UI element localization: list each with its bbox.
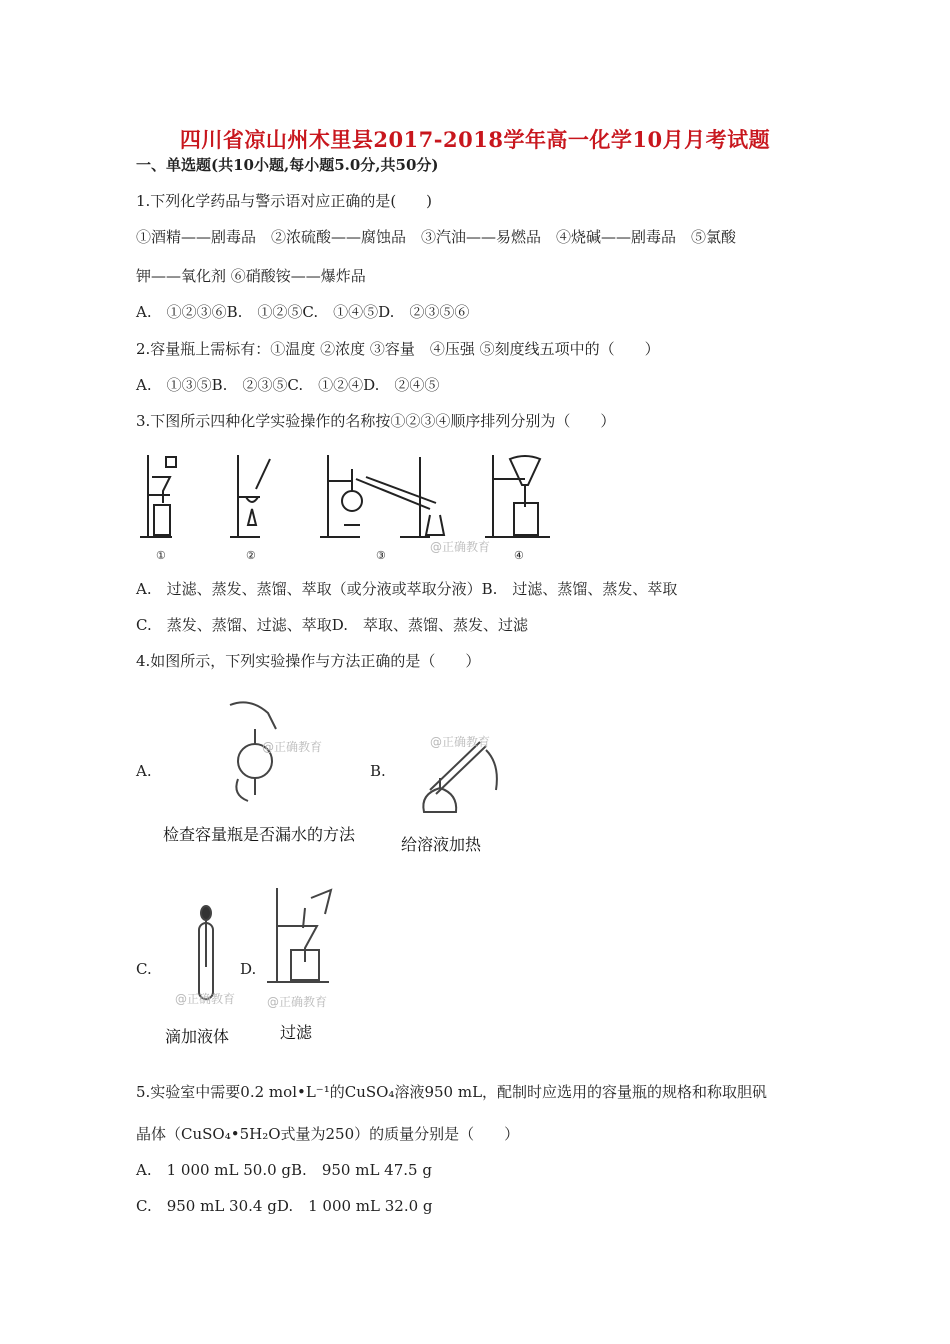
q1-line2: ①酒精——剧毒品 ②浓硫酸——腐蚀品 ③汽油——易燃品 ④烧碱——剧毒品 ⑤氯酸 bbox=[136, 228, 737, 246]
q4-caption-b: 给溶液加热 bbox=[401, 835, 482, 854]
q4-option-b-label: B. bbox=[370, 762, 386, 780]
q4-watermark-d: @正确教育 bbox=[267, 995, 328, 1009]
q4-caption-c: 滴加液体 bbox=[165, 1027, 230, 1046]
q3-apparatus-figure bbox=[130, 445, 560, 565]
q4-watermark-a: @正确教育 bbox=[262, 740, 323, 754]
q1-stem: 1.下列化学药品与警示语对应正确的是( ) bbox=[136, 192, 433, 210]
q4-option-c-label: C. bbox=[136, 960, 152, 978]
q4-stem: 4.如图所示，下列实验操作与方法正确的是（ ） bbox=[136, 652, 481, 670]
q5-options-ab: A. 1 000 mL 50.0 gB. 950 mL 47.5 g bbox=[136, 1161, 432, 1179]
q4-caption-a: 检查容量瓶是否漏水的方法 bbox=[163, 825, 356, 844]
q3-options-ab: A. 过滤、蒸发、蒸馏、萃取（或分液或萃取分液）B. 过滤、蒸馏、蒸发、萃取 bbox=[136, 580, 678, 598]
q3-stem: 3.下图所示四种化学实验操作的名称按①②③④顺序排列分别为（ ） bbox=[136, 412, 616, 430]
q4-watermark-c: @正确教育 bbox=[175, 992, 236, 1006]
q4-figure-a-volumetric-flask bbox=[210, 695, 330, 810]
q5-line1: 5.实验室中需要0.2 mol•L⁻¹的CuSO₄溶液950 mL，配制时应选用的容量瓶的规格和称取胆矾 bbox=[136, 1083, 768, 1101]
q3-fig-label-1: ① bbox=[156, 549, 166, 562]
q4-option-a-label: A. bbox=[136, 762, 152, 780]
q5-options-cd: C. 950 mL 30.4 gD. 1 000 mL 32.0 g bbox=[136, 1197, 433, 1215]
q1-options: A. ①②③⑥B. ①②⑤C. ①④⑤D. ②③⑤⑥ bbox=[136, 303, 470, 321]
q2-stem: 2.容量瓶上需标有：①温度 ②浓度 ③容量 ④压强 ⑤刻度线五项中的（ ） bbox=[136, 340, 660, 358]
q5-line2: 晶体（CuSO₄•5H₂O式量为250）的质量分别是（ ） bbox=[136, 1125, 520, 1143]
q3-fig-label-4: ④ bbox=[514, 549, 524, 562]
q4-option-d-label: D. bbox=[240, 960, 257, 978]
q4-figure-b-heating bbox=[400, 730, 510, 820]
q4-figure-c-dropper bbox=[175, 905, 245, 1015]
page-title: 四川省凉山州木里县2017-2018学年高一化学10月月考试题 bbox=[179, 127, 771, 152]
q1-line3: 钾——氧化剂 ⑥硝酸铵——爆炸品 bbox=[136, 267, 366, 285]
q4-figure-d-filtration bbox=[265, 878, 345, 1013]
q2-options: A. ①③⑤B. ②③⑤C. ①②④D. ②④⑤ bbox=[136, 376, 440, 394]
q3-options-cd: C. 蒸发、蒸馏、过滤、萃取D. 萃取、蒸馏、蒸发、过滤 bbox=[136, 616, 528, 634]
section-heading: 一、单选题(共10小题,每小题5.0分,共50分) bbox=[136, 156, 439, 174]
q4-watermark-b: @正确教育 bbox=[430, 735, 491, 749]
q3-fig-label-2: ② bbox=[246, 549, 256, 562]
q3-watermark: @正确教育 bbox=[430, 540, 491, 554]
q4-caption-d: 过滤 bbox=[280, 1023, 313, 1042]
q3-fig-label-3: ③ bbox=[376, 549, 386, 562]
